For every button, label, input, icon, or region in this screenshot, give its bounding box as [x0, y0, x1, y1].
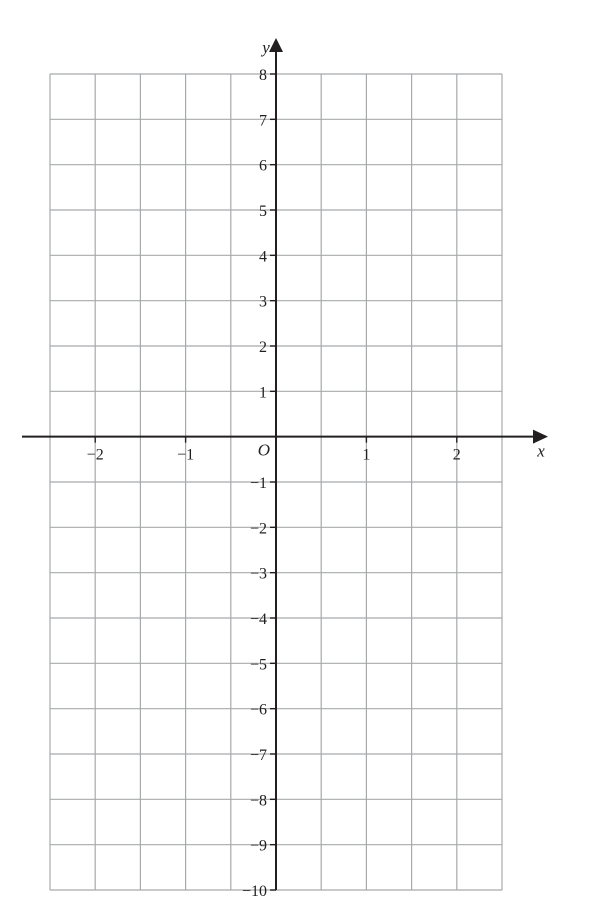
y-tick-label: −1: [249, 475, 267, 492]
y-tick-label: −6: [249, 701, 267, 719]
y-axis-arrow-icon: [269, 38, 283, 52]
y-tick-label: −2: [249, 520, 267, 538]
y-axis-label: y: [262, 38, 270, 57]
y-tick-label: −7: [249, 747, 267, 764]
y-tick-label: 7: [259, 112, 267, 130]
origin-label: O: [257, 440, 270, 460]
x-tick-label: −2: [86, 446, 104, 464]
y-tick-label: −4: [249, 611, 267, 628]
x-axis-label: x: [537, 441, 545, 461]
x-tick-labels: [87, 447, 461, 464]
y-tick-label: 6: [259, 157, 267, 175]
y-tick-label: 2: [259, 339, 267, 356]
y-tick-label: −5: [249, 656, 267, 674]
y-tick-label: −3: [249, 565, 267, 583]
y-tick-label: 3: [259, 293, 267, 311]
y-tick-labels: [242, 67, 267, 900]
y-tick-label: −9: [249, 837, 267, 855]
y-tick-label: 1: [259, 384, 267, 402]
x-tick-label: 1: [362, 446, 371, 464]
x-tick-label: −1: [177, 446, 195, 464]
y-tick-label: −10: [241, 883, 267, 900]
y-tick-label: 8: [259, 67, 267, 84]
x-tick-label: 2: [452, 446, 461, 464]
y-tick-label: −8: [249, 792, 267, 810]
y-tick-label: 4: [259, 248, 267, 266]
axes: [22, 38, 548, 890]
y-tick-label: 5: [259, 203, 267, 220]
